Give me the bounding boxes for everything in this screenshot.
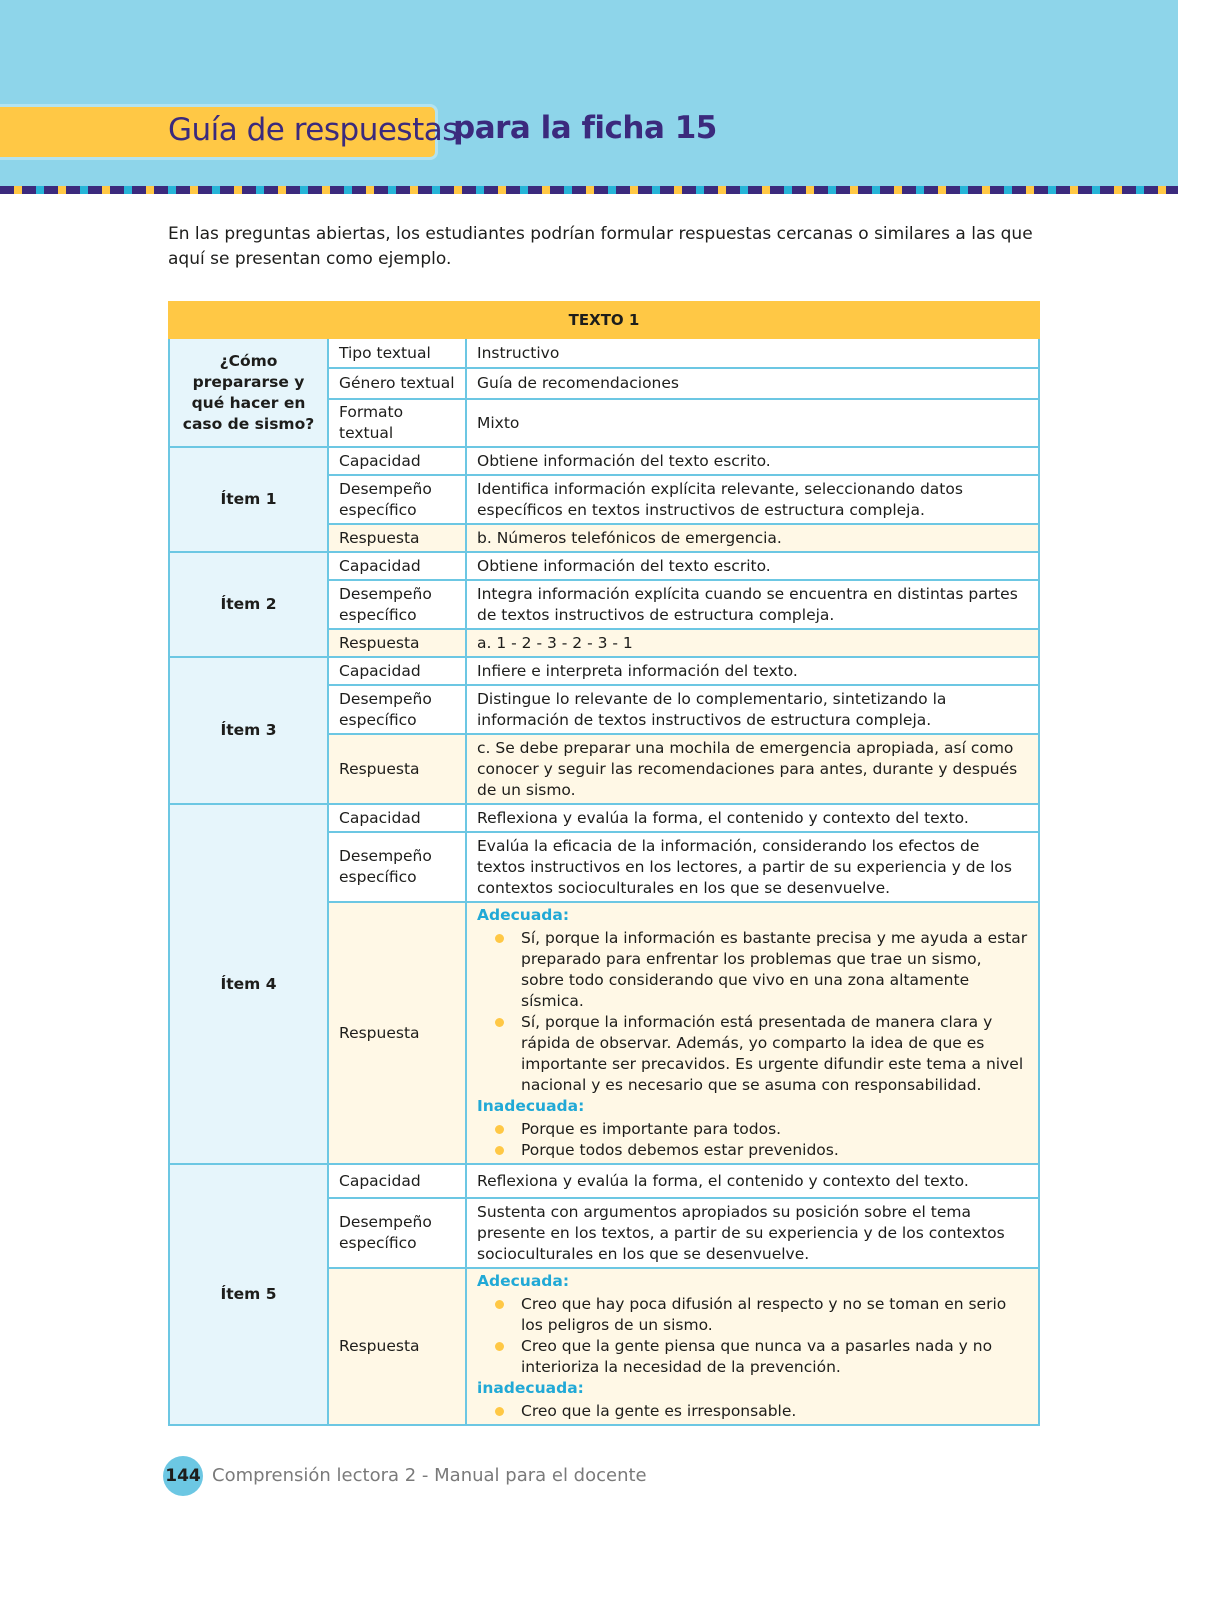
- info-label: Género textual: [328, 368, 466, 399]
- list-item: Creo que hay poca difusión al respecto y no se toman en serio los peligros de un sismo.: [477, 1294, 1028, 1336]
- respuesta-value: [466, 902, 1039, 1164]
- intro-paragraph: En las preguntas abiertas, los estudiantes podrían formular respuestas cercanas o similares a las que aquí se presentan como ejemplo.: [168, 224, 1033, 269]
- respuesta-label: Respuesta: [328, 734, 466, 804]
- question-cell: ¿Cómo prepararse y qué hacer en caso de sismo?: [169, 338, 328, 447]
- decorative-dashed-line: [0, 186, 1178, 194]
- adecuada-list: [477, 1294, 1028, 1378]
- answer-guide-table: [168, 301, 1040, 1426]
- info-value: Guía de recomendaciones: [466, 368, 1039, 399]
- page-subtitle: para la ficha 15: [453, 110, 717, 146]
- respuesta-value: a. 1 - 2 - 3 - 2 - 3 - 1: [466, 629, 1039, 657]
- capacidad-label: Capacidad: [328, 1164, 466, 1198]
- capacidad-value: Reflexiona y evalúa la forma, el contenido y contexto del texto.: [466, 1164, 1039, 1198]
- capacidad-value: Reflexiona y evalúa la forma, el contenido y contexto del texto.: [466, 804, 1039, 832]
- respuesta-label: Respuesta: [328, 629, 466, 657]
- desempeno-label: Desempeño específico: [328, 475, 466, 524]
- footer-text: Comprensión lectora 2 - Manual para el docente: [212, 1465, 647, 1486]
- info-label: Tipo textual: [328, 338, 466, 368]
- item-name: Ítem 3: [169, 657, 328, 804]
- inadecuada-list: [477, 1119, 1028, 1161]
- item-name: Ítem 1: [169, 447, 328, 552]
- info-label: Formato textual: [328, 399, 466, 447]
- list-item: Creo que la gente es irresponsable.: [477, 1401, 1028, 1422]
- capacidad-label: Capacidad: [328, 804, 466, 832]
- inadecuada-heading: inadecuada:: [477, 1379, 584, 1397]
- table-header: TEXTO 1: [169, 302, 1039, 338]
- inadecuada-list: [477, 1401, 1028, 1422]
- desempeno-label: Desempeño específico: [328, 685, 466, 734]
- list-item: Sí, porque la información es bastante precisa y me ayuda a estar preparado para enfrentar los problemas que trae un sismo, sobre todo considerando que vivo en una zona altamente sísmica.: [477, 928, 1028, 1012]
- respuesta-label: Respuesta: [328, 902, 466, 1164]
- desempeno-label: Desempeño específico: [328, 580, 466, 629]
- info-value: Mixto: [466, 399, 1039, 447]
- list-item: Porque es importante para todos.: [477, 1119, 1028, 1140]
- capacidad-label: Capacidad: [328, 552, 466, 580]
- adecuada-heading: Adecuada:: [477, 1272, 570, 1290]
- capacidad-value: Obtiene información del texto escrito.: [466, 552, 1039, 580]
- desempeno-label: Desempeño específico: [328, 1198, 466, 1268]
- info-value: Instructivo: [466, 338, 1039, 368]
- desempeno-value: Evalúa la eficacia de la información, considerando los efectos de textos instructivos en los lectores, a partir de su experiencia y de los contextos socioculturales en los que se desenvuelve.: [466, 832, 1039, 902]
- desempeno-value: Identifica información explícita relevante, seleccionando datos específicos en textos instructivos de estructura compleja.: [466, 475, 1039, 524]
- respuesta-value: [466, 1268, 1039, 1425]
- list-item: Porque todos debemos estar prevenidos.: [477, 1140, 1028, 1161]
- adecuada-list: [477, 928, 1028, 1096]
- item-name: Ítem 4: [169, 804, 328, 1164]
- capacidad-value: Obtiene información del texto escrito.: [466, 447, 1039, 475]
- respuesta-label: Respuesta: [328, 1268, 466, 1425]
- respuesta-value: b. Números telefónicos de emergencia.: [466, 524, 1039, 552]
- capacidad-label: Capacidad: [328, 447, 466, 475]
- inadecuada-heading: Inadecuada:: [477, 1097, 585, 1115]
- respuesta-label: Respuesta: [328, 524, 466, 552]
- list-item: Creo que la gente piensa que nunca va a pasarles nada y no interioriza la necesidad de la prevención.: [477, 1336, 1028, 1378]
- desempeno-value: Distingue lo relevante de lo complementario, sintetizando la información de textos instructivos de estructura compleja.: [466, 685, 1039, 734]
- item-name: Ítem 5: [169, 1164, 328, 1425]
- list-item: Sí, porque la información está presentada de manera clara y rápida de observar. Además, yo comparto la idea de que es importante ser precavidos. Es urgente difundir este tema a nivel nacional y es necesario que se asuma con responsabilidad.: [477, 1012, 1028, 1096]
- desempeno-value: Sustenta con argumentos apropiados su posición sobre el tema presente en los textos, a partir de su experiencia y de los contextos socioculturales en los que se desenvuelve.: [466, 1198, 1039, 1268]
- desempeno-value: Integra información explícita cuando se encuentra en distintas partes de textos instructivos de estructura compleja.: [466, 580, 1039, 629]
- capacidad-value: Infiere e interpreta información del texto.: [466, 657, 1039, 685]
- capacidad-label: Capacidad: [328, 657, 466, 685]
- page-title: Guía de respuestas: [168, 112, 458, 148]
- adecuada-heading: Adecuada:: [477, 906, 570, 924]
- respuesta-value: c. Se debe preparar una mochila de emergencia apropiada, así como conocer y seguir las recomendaciones para antes, durante y después de un sismo.: [466, 734, 1039, 804]
- item-name: Ítem 2: [169, 552, 328, 657]
- desempeno-label: Desempeño específico: [328, 832, 466, 902]
- page-number-badge: 144: [163, 1456, 203, 1496]
